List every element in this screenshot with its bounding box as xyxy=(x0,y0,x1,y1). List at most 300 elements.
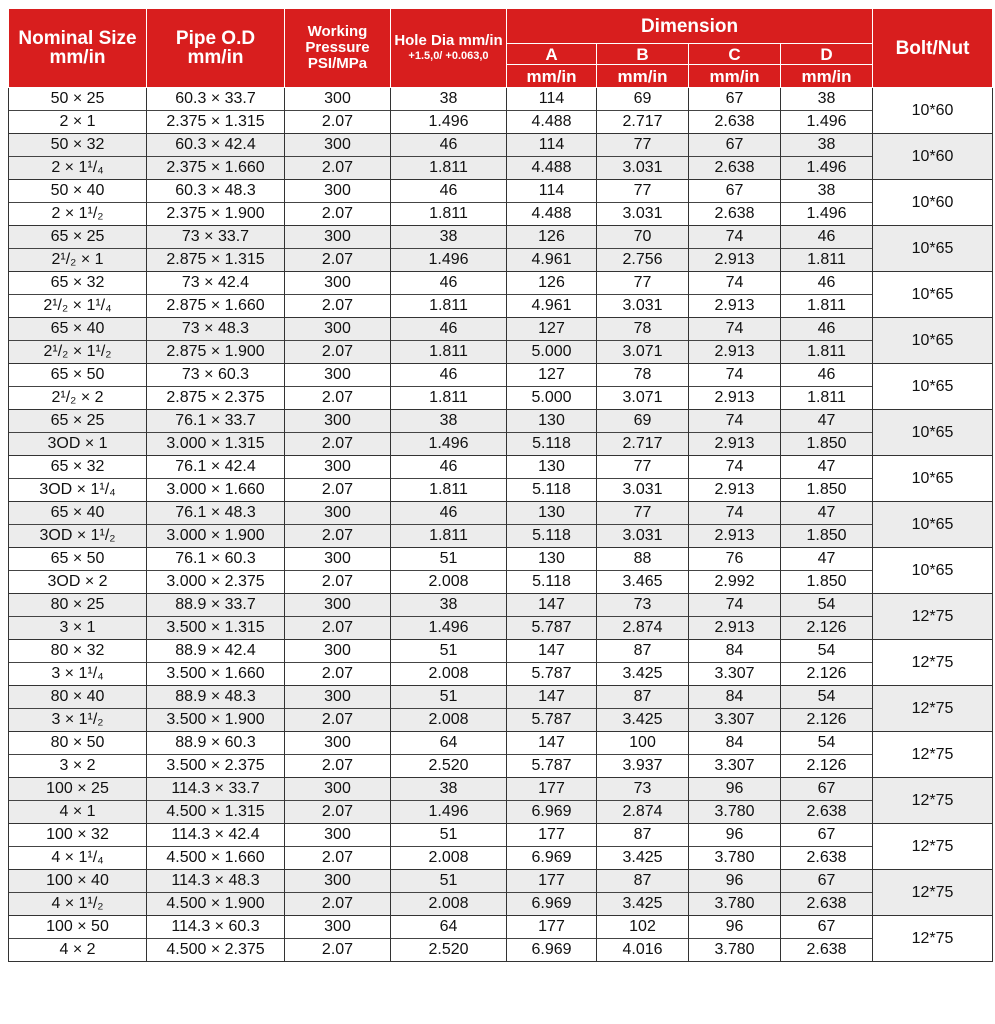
table-row xyxy=(9,364,993,410)
pipe-od-in: 4.500 × 1.660 xyxy=(166,849,265,866)
cell-nominal-size xyxy=(9,732,147,778)
table-row xyxy=(9,88,993,134)
hole-dia-mm: 38 xyxy=(391,594,506,617)
header-dimension: Dimension xyxy=(507,9,873,44)
cell-dim-a xyxy=(507,732,597,778)
pipe-od-in: 3.000 × 2.375 xyxy=(166,573,265,590)
pipe-od-in: 3.000 × 1.900 xyxy=(166,527,265,544)
cell-pipe-od xyxy=(147,318,285,364)
cell-nominal-size xyxy=(9,410,147,456)
cell-pressure xyxy=(285,502,391,548)
cell-dim-c xyxy=(689,180,781,226)
dim-d-in: 2.126 xyxy=(806,757,847,774)
cell-dim-a xyxy=(507,226,597,272)
cell-dim-d xyxy=(781,870,873,916)
cell-dim-a xyxy=(507,318,597,364)
pipe-od-mm: 76.1 × 42.4 xyxy=(147,456,284,479)
hole-dia-mm: 51 xyxy=(391,824,506,847)
nominal-mm: 80 × 40 xyxy=(9,686,146,709)
cell-nominal-size xyxy=(9,318,147,364)
pressure-mpa: 2.07 xyxy=(321,389,354,406)
pipe-od-mm: 73 × 42.4 xyxy=(147,272,284,295)
dim-a-mm: 114 xyxy=(507,134,596,157)
pressure-psi: 300 xyxy=(285,778,390,801)
nominal-in: 3OD × 1 xyxy=(47,435,108,452)
dim-c-in: 3.780 xyxy=(714,849,755,866)
cell-bolt-nut: 10*65 xyxy=(873,456,993,502)
header-bolt-nut: Bolt/Nut xyxy=(873,9,993,88)
cell-hole-dia xyxy=(391,180,507,226)
header-dim-b-unit: mm/in xyxy=(597,65,689,88)
dim-d-in: 1.850 xyxy=(806,573,847,590)
cell-bolt-nut: 12*75 xyxy=(873,594,993,640)
dim-a-in: 4.961 xyxy=(531,251,572,268)
cell-dim-b xyxy=(597,134,689,180)
dim-c-mm: 96 xyxy=(689,778,780,801)
header-hole-dia-label: Hole Dia mm/in xyxy=(394,32,503,50)
cell-dim-a xyxy=(507,134,597,180)
cell-bolt-nut: 12*75 xyxy=(873,640,993,686)
table-row xyxy=(9,180,993,226)
nominal-mm: 100 × 25 xyxy=(9,778,146,801)
hole-dia-in: 1.811 xyxy=(429,343,468,360)
cell-dim-c xyxy=(689,778,781,824)
pipe-od-in: 3.500 × 1.660 xyxy=(166,665,265,682)
dim-c-mm: 76 xyxy=(689,548,780,571)
cell-pressure xyxy=(285,732,391,778)
dim-b-mm: 69 xyxy=(597,88,688,111)
spec-table-container xyxy=(8,8,992,962)
dim-c-in: 3.780 xyxy=(714,803,755,820)
hole-dia-mm: 46 xyxy=(391,364,506,387)
dim-b-mm: 87 xyxy=(597,870,688,893)
dim-d-in: 2.638 xyxy=(806,895,847,912)
dim-c-mm: 84 xyxy=(689,686,780,709)
hole-dia-in: 1.496 xyxy=(428,251,469,268)
cell-dim-c xyxy=(689,870,781,916)
pipe-od-mm: 114.3 × 33.7 xyxy=(147,778,284,801)
cell-pressure xyxy=(285,686,391,732)
nominal-mm: 65 × 32 xyxy=(9,456,146,479)
dim-a-mm: 130 xyxy=(507,502,596,525)
dim-a-in: 5.787 xyxy=(531,711,572,728)
dim-d-mm: 38 xyxy=(781,134,872,157)
dim-c-mm: 74 xyxy=(689,364,780,387)
dim-a-mm: 114 xyxy=(507,88,596,111)
hole-dia-mm: 46 xyxy=(391,456,506,479)
hole-dia-mm: 46 xyxy=(391,180,506,203)
table-body xyxy=(9,88,993,962)
dim-d-mm: 47 xyxy=(781,548,872,571)
cell-pipe-od xyxy=(147,502,285,548)
pipe-od-mm: 88.9 × 42.4 xyxy=(147,640,284,663)
pressure-psi: 300 xyxy=(285,594,390,617)
cell-dim-b xyxy=(597,778,689,824)
pressure-psi: 300 xyxy=(285,226,390,249)
dim-b-mm: 77 xyxy=(597,134,688,157)
cell-bolt-nut: 12*75 xyxy=(873,870,993,916)
cell-dim-a xyxy=(507,824,597,870)
cell-dim-a xyxy=(507,88,597,134)
cell-pipe-od xyxy=(147,640,285,686)
dim-a-mm: 147 xyxy=(507,732,596,755)
hole-dia-in: 1.496 xyxy=(428,803,469,820)
header-hole-dia xyxy=(391,9,507,88)
dim-b-mm: 77 xyxy=(597,180,688,203)
dim-c-in: 3.780 xyxy=(714,941,755,958)
cell-nominal-size xyxy=(9,364,147,410)
dim-b-in: 2.874 xyxy=(622,803,663,820)
dim-d-in: 1.496 xyxy=(806,113,847,130)
pipe-od-mm: 88.9 × 33.7 xyxy=(147,594,284,617)
cell-dim-a xyxy=(507,640,597,686)
cell-dim-a xyxy=(507,410,597,456)
hole-dia-in: 2.008 xyxy=(428,895,469,912)
cell-dim-b xyxy=(597,226,689,272)
pressure-psi: 300 xyxy=(285,318,390,341)
pressure-mpa: 2.07 xyxy=(321,113,354,130)
dim-b-mm: 73 xyxy=(597,594,688,617)
dim-c-in: 3.307 xyxy=(714,757,755,774)
hole-dia-mm: 38 xyxy=(391,226,506,249)
cell-hole-dia xyxy=(391,916,507,962)
cell-dim-d xyxy=(781,686,873,732)
cell-hole-dia xyxy=(391,318,507,364)
table-row xyxy=(9,272,993,318)
dim-b-in: 2.874 xyxy=(622,619,663,636)
pipe-od-in: 2.375 × 1.315 xyxy=(166,113,265,130)
cell-pressure xyxy=(285,88,391,134)
dim-d-in: 2.126 xyxy=(806,619,847,636)
hole-dia-in: 1.496 xyxy=(428,435,469,452)
pressure-psi: 300 xyxy=(285,180,390,203)
pipe-od-in: 3.500 × 2.375 xyxy=(166,757,265,774)
pressure-psi: 300 xyxy=(285,364,390,387)
cell-pressure xyxy=(285,778,391,824)
cell-pressure xyxy=(285,180,391,226)
pressure-psi: 300 xyxy=(285,640,390,663)
cell-pipe-od xyxy=(147,134,285,180)
pipe-od-in: 2.875 × 1.660 xyxy=(166,297,265,314)
cell-dim-c xyxy=(689,226,781,272)
cell-hole-dia xyxy=(391,778,507,824)
nominal-in: 4 × 2 xyxy=(59,941,96,958)
dim-a-mm: 177 xyxy=(507,870,596,893)
cell-pressure xyxy=(285,870,391,916)
cell-pressure xyxy=(285,410,391,456)
dim-d-in: 1.496 xyxy=(806,159,847,176)
dim-c-mm: 74 xyxy=(689,594,780,617)
dim-a-in: 4.488 xyxy=(531,205,572,222)
cell-dim-c xyxy=(689,594,781,640)
dim-b-in: 3.425 xyxy=(622,849,663,866)
dim-c-mm: 74 xyxy=(689,272,780,295)
pressure-psi: 300 xyxy=(285,824,390,847)
table-row xyxy=(9,548,993,594)
header-dim-d: D xyxy=(781,44,873,65)
nominal-mm: 65 × 40 xyxy=(9,502,146,525)
dim-b-in: 3.031 xyxy=(622,297,663,314)
cell-dim-d xyxy=(781,916,873,962)
header-dim-b: B xyxy=(597,44,689,65)
dim-c-in: 2.992 xyxy=(714,573,755,590)
hole-dia-mm: 38 xyxy=(391,88,506,111)
dim-b-mm: 87 xyxy=(597,640,688,663)
dim-b-mm: 78 xyxy=(597,364,688,387)
cell-hole-dia xyxy=(391,134,507,180)
nominal-in: 3OD × 1¹/₄ xyxy=(39,481,116,498)
pressure-mpa: 2.07 xyxy=(321,665,354,682)
dim-c-mm: 96 xyxy=(689,916,780,939)
cell-nominal-size xyxy=(9,594,147,640)
pipe-od-in: 2.875 × 1.315 xyxy=(166,251,265,268)
dim-a-mm: 177 xyxy=(507,916,596,939)
dim-c-in: 2.913 xyxy=(714,435,755,452)
pressure-mpa: 2.07 xyxy=(321,343,354,360)
cell-bolt-nut: 10*65 xyxy=(873,502,993,548)
pipe-od-in: 3.000 × 1.660 xyxy=(166,481,265,498)
dim-d-mm: 54 xyxy=(781,594,872,617)
hole-dia-mm: 51 xyxy=(391,686,506,709)
dim-b-in: 3.031 xyxy=(622,159,663,176)
hole-dia-in: 2.008 xyxy=(428,573,469,590)
cell-dim-d xyxy=(781,640,873,686)
cell-dim-d xyxy=(781,502,873,548)
pipe-od-in: 4.500 × 2.375 xyxy=(166,941,265,958)
dim-a-in: 5.118 xyxy=(532,435,571,452)
dim-a-mm: 126 xyxy=(507,272,596,295)
nominal-mm: 65 × 25 xyxy=(9,410,146,433)
table-row xyxy=(9,778,993,824)
header-dim-c: C xyxy=(689,44,781,65)
cell-dim-a xyxy=(507,686,597,732)
dim-c-mm: 74 xyxy=(689,410,780,433)
header-dim-a-unit: mm/in xyxy=(507,65,597,88)
hole-dia-mm: 46 xyxy=(391,318,506,341)
cell-hole-dia xyxy=(391,548,507,594)
cell-hole-dia xyxy=(391,640,507,686)
cell-dim-b xyxy=(597,456,689,502)
dim-c-mm: 67 xyxy=(689,180,780,203)
dim-d-mm: 46 xyxy=(781,364,872,387)
dim-a-mm: 130 xyxy=(507,410,596,433)
dim-d-mm: 47 xyxy=(781,410,872,433)
cell-dim-d xyxy=(781,410,873,456)
cell-hole-dia xyxy=(391,226,507,272)
dim-a-in: 5.118 xyxy=(532,527,571,544)
dim-b-mm: 73 xyxy=(597,778,688,801)
dim-b-mm: 77 xyxy=(597,502,688,525)
cell-hole-dia xyxy=(391,824,507,870)
hole-dia-in: 2.520 xyxy=(428,941,469,958)
dim-a-mm: 126 xyxy=(507,226,596,249)
cell-dim-d xyxy=(781,318,873,364)
dim-d-in: 1.496 xyxy=(806,205,847,222)
nominal-in: 4 × 1¹/₄ xyxy=(51,849,104,866)
dim-d-mm: 67 xyxy=(781,870,872,893)
nominal-mm: 80 × 50 xyxy=(9,732,146,755)
cell-pipe-od xyxy=(147,456,285,502)
cell-nominal-size xyxy=(9,180,147,226)
dim-d-mm: 38 xyxy=(781,88,872,111)
header-pipe-od: Pipe O.D mm/in xyxy=(147,9,285,88)
cell-pipe-od xyxy=(147,686,285,732)
dim-b-mm: 102 xyxy=(597,916,688,939)
hole-dia-mm: 51 xyxy=(391,870,506,893)
dim-d-in: 1.850 xyxy=(806,481,847,498)
cell-pipe-od xyxy=(147,88,285,134)
dim-b-in: 2.717 xyxy=(622,435,663,452)
dim-a-in: 5.000 xyxy=(531,389,572,406)
nominal-mm: 100 × 50 xyxy=(9,916,146,939)
pipe-od-mm: 114.3 × 60.3 xyxy=(147,916,284,939)
cell-bolt-nut: 12*75 xyxy=(873,916,993,962)
cell-dim-c xyxy=(689,824,781,870)
dim-d-mm: 46 xyxy=(781,318,872,341)
pressure-mpa: 2.07 xyxy=(321,251,354,268)
dim-a-in: 5.118 xyxy=(532,573,571,590)
nominal-mm: 65 × 50 xyxy=(9,548,146,571)
cell-dim-c xyxy=(689,502,781,548)
nominal-mm: 65 × 40 xyxy=(9,318,146,341)
dim-b-in: 3.937 xyxy=(622,757,663,774)
cell-nominal-size xyxy=(9,88,147,134)
dim-c-in: 3.307 xyxy=(714,665,755,682)
cell-dim-b xyxy=(597,180,689,226)
cell-pipe-od xyxy=(147,364,285,410)
cell-nominal-size xyxy=(9,548,147,594)
cell-dim-a xyxy=(507,916,597,962)
dim-c-in: 2.913 xyxy=(714,389,755,406)
dim-a-in: 6.969 xyxy=(531,895,572,912)
cell-pressure xyxy=(285,594,391,640)
header-dim-c-unit: mm/in xyxy=(689,65,781,88)
cell-dim-c xyxy=(689,364,781,410)
hole-dia-in: 1.811 xyxy=(429,481,468,498)
dim-a-mm: 147 xyxy=(507,686,596,709)
cell-hole-dia xyxy=(391,594,507,640)
pipe-od-mm: 60.3 × 48.3 xyxy=(147,180,284,203)
cell-bolt-nut: 10*65 xyxy=(873,318,993,364)
cell-dim-a xyxy=(507,594,597,640)
dim-c-mm: 67 xyxy=(689,88,780,111)
cell-dim-b xyxy=(597,640,689,686)
dim-b-in: 2.717 xyxy=(622,113,663,130)
hole-dia-in: 1.811 xyxy=(429,297,468,314)
pressure-mpa: 2.07 xyxy=(321,205,354,222)
dim-d-in: 1.811 xyxy=(807,251,846,268)
hole-dia-in: 1.811 xyxy=(429,159,468,176)
cell-pressure xyxy=(285,272,391,318)
nominal-in: 2¹/₂ × 2 xyxy=(51,389,104,406)
dim-b-in: 3.071 xyxy=(622,389,663,406)
cell-pipe-od xyxy=(147,272,285,318)
cell-dim-b xyxy=(597,824,689,870)
pressure-psi: 300 xyxy=(285,686,390,709)
pipe-od-mm: 76.1 × 48.3 xyxy=(147,502,284,525)
pressure-mpa: 2.07 xyxy=(321,619,354,636)
cell-dim-c xyxy=(689,548,781,594)
cell-nominal-size xyxy=(9,778,147,824)
pressure-psi: 300 xyxy=(285,548,390,571)
nominal-mm: 50 × 25 xyxy=(9,88,146,111)
dim-c-in: 2.913 xyxy=(714,481,755,498)
dim-d-in: 2.638 xyxy=(806,803,847,820)
pressure-psi: 300 xyxy=(285,410,390,433)
cell-dim-a xyxy=(507,502,597,548)
cell-bolt-nut: 10*60 xyxy=(873,88,993,134)
table-row xyxy=(9,640,993,686)
nominal-in: 2¹/₂ × 1¹/₂ xyxy=(43,343,112,360)
cell-pipe-od xyxy=(147,870,285,916)
pipe-od-in: 4.500 × 1.900 xyxy=(166,895,265,912)
cell-pressure xyxy=(285,456,391,502)
pipe-od-in: 2.875 × 1.900 xyxy=(166,343,265,360)
hole-dia-mm: 46 xyxy=(391,272,506,295)
hole-dia-in: 2.008 xyxy=(428,711,469,728)
table-row xyxy=(9,870,993,916)
dim-c-in: 3.307 xyxy=(714,711,755,728)
dim-a-mm: 130 xyxy=(507,548,596,571)
cell-pipe-od xyxy=(147,732,285,778)
table-row xyxy=(9,318,993,364)
hole-dia-mm: 64 xyxy=(391,732,506,755)
dim-b-mm: 78 xyxy=(597,318,688,341)
cell-dim-d xyxy=(781,548,873,594)
cell-dim-b xyxy=(597,272,689,318)
cell-pressure xyxy=(285,134,391,180)
pipe-od-mm: 73 × 33.7 xyxy=(147,226,284,249)
pipe-od-in: 4.500 × 1.315 xyxy=(166,803,265,820)
pressure-mpa: 2.07 xyxy=(321,481,354,498)
dim-a-mm: 147 xyxy=(507,594,596,617)
cell-bolt-nut: 10*65 xyxy=(873,226,993,272)
cell-dim-b xyxy=(597,410,689,456)
cell-bolt-nut: 10*60 xyxy=(873,180,993,226)
cell-hole-dia xyxy=(391,456,507,502)
dim-c-in: 2.913 xyxy=(714,251,755,268)
cell-dim-d xyxy=(781,456,873,502)
cell-dim-c xyxy=(689,640,781,686)
dim-c-mm: 84 xyxy=(689,732,780,755)
dim-a-mm: 177 xyxy=(507,824,596,847)
cell-dim-c xyxy=(689,732,781,778)
dim-b-in: 3.031 xyxy=(622,205,663,222)
table-row xyxy=(9,502,993,548)
hole-dia-mm: 51 xyxy=(391,640,506,663)
dim-b-mm: 87 xyxy=(597,686,688,709)
cell-nominal-size xyxy=(9,456,147,502)
cell-bolt-nut: 10*60 xyxy=(873,134,993,180)
dim-d-in: 1.811 xyxy=(807,389,846,406)
dim-a-in: 4.961 xyxy=(531,297,572,314)
cell-nominal-size xyxy=(9,272,147,318)
cell-hole-dia xyxy=(391,272,507,318)
cell-pressure xyxy=(285,824,391,870)
cell-dim-d xyxy=(781,226,873,272)
dim-a-in: 5.118 xyxy=(532,481,571,498)
nominal-mm: 80 × 25 xyxy=(9,594,146,617)
dim-d-mm: 46 xyxy=(781,226,872,249)
cell-dim-c xyxy=(689,916,781,962)
cell-nominal-size xyxy=(9,870,147,916)
cell-pipe-od xyxy=(147,594,285,640)
cell-pipe-od xyxy=(147,410,285,456)
cell-dim-d xyxy=(781,180,873,226)
dim-a-in: 6.969 xyxy=(531,941,572,958)
cell-hole-dia xyxy=(391,686,507,732)
dim-d-mm: 67 xyxy=(781,824,872,847)
